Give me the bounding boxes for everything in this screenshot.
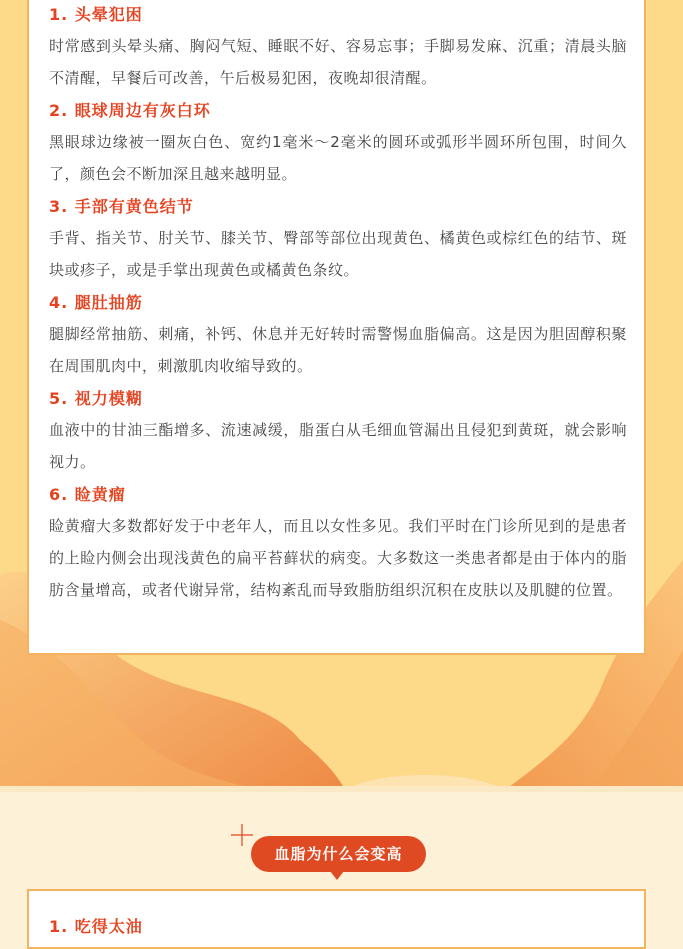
item-title: 5. 视力模糊: [49, 389, 143, 408]
causes-card: [27, 889, 646, 949]
item-title: 6. 睑黄瘤: [49, 485, 126, 504]
item-body: 手背、指关节、肘关节、膝关节、臀部等部位出现黄色、橘黄色或棕红色的结节、斑块或疹子，或是手掌出现黄色或橘黄色条纹。: [49, 229, 627, 279]
item-body: 血液中的甘油三酯增多、流速减缓，脂蛋白从毛细血管漏出且侵犯到黄斑，就会影响视力。: [49, 421, 627, 471]
item-title: 1. 吃得太油: [49, 917, 143, 936]
section-badge: 血脂为什么会变高: [251, 836, 426, 872]
item-body: 腿脚经常抽筋、刺痛，补钙、休息并无好转时需警惕血脂偏高。这是因为胆固醇积聚在周围肌肉中，刺激肌肉收缩导致的。: [49, 325, 627, 375]
sparkle-cross-icon: [231, 824, 253, 846]
item-title: 1. 头晕犯困: [49, 5, 143, 24]
badge-pointer: [330, 871, 344, 880]
item-title: 3. 手部有黄色结节: [49, 197, 194, 216]
item-body: 睑黄瘤大多数都好发于中老年人，而且以女性多见。我们平时在门诊所见到的是患者的上睑内侧会出现浅黄色的扁平苔藓状的病变。大多数这一类患者都是由于体内的脂肪含量增高，或者代谢异常，结构紊乱而导致脂肪组织沉积在皮肤以及肌腱的位置。: [49, 517, 627, 599]
item-body: 时常感到头晕头痛、胸闷气短、睡眠不好、容易忘事；手脚易发麻、沉重；清晨头脑不清醒，早餐后可改善，午后极易犯困，夜晚却很清醒。: [49, 37, 627, 87]
item-title: 2. 眼球周边有灰白环: [49, 101, 211, 120]
symptoms-card: [27, 0, 646, 655]
item-title: 4. 腿肚抽筋: [49, 293, 143, 312]
item-body: 黑眼球边缘被一圈灰白色、宽约1毫米～2毫米的圆环或弧形半圆环所包围，时间久了，颜色会不断加深且越来越明显。: [49, 133, 627, 183]
